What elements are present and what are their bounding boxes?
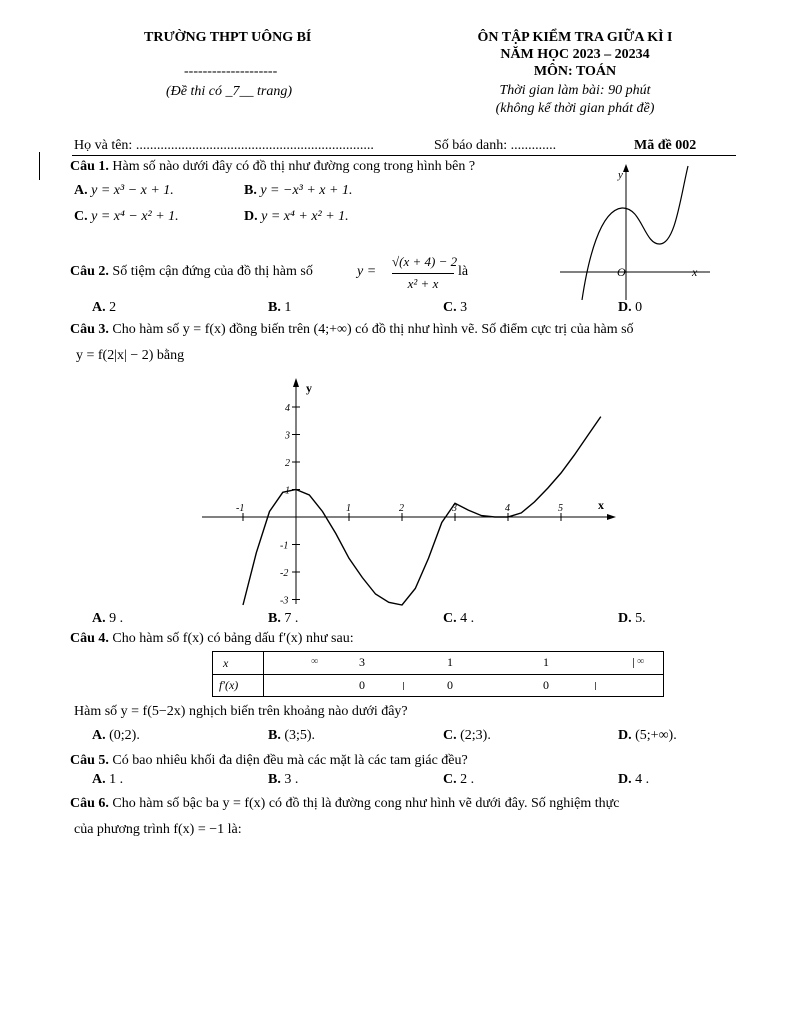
q2-text: Số tiệm cận đứng của đồ thị hàm số: [112, 264, 313, 279]
q1-curve: [582, 166, 688, 300]
q4-b-text: (3;5).: [284, 728, 316, 743]
pages-note: (Đề thi có _7__ trang): [166, 84, 292, 99]
q4-sign-1: 0: [447, 678, 453, 692]
q5-text: Có bao nhiêu khối đa diện đều mà các mặt là các tam giác đều?: [112, 753, 468, 768]
q1-y-arrow: [623, 164, 629, 172]
q5-option-d[interactable]: [618, 772, 649, 788]
q2-denominator: x² + x: [407, 276, 439, 291]
q3-x-axis-label: x: [598, 498, 604, 512]
q3-option-d[interactable]: [618, 611, 646, 627]
q4-stem: [70, 631, 354, 647]
q4-x-4: ∞: [637, 656, 645, 667]
q4-question: Hàm số y = f(5−2x) nghịch biến trên khoảng nào dưới đây?: [74, 704, 408, 719]
q3-option-c[interactable]: [443, 611, 474, 627]
q1-origin-label: O: [617, 265, 626, 279]
q3-b-label: B.: [268, 611, 281, 626]
q4-b-label: B.: [268, 728, 281, 743]
q1-a-text: y = x³ − x + 1.: [91, 183, 174, 198]
q4-option-c[interactable]: [443, 728, 491, 744]
q4-a-text: (0;2).: [109, 728, 140, 743]
q1-c-text: y = x⁴ − x² + 1.: [91, 209, 179, 224]
q4-sign-0: 0: [359, 678, 365, 692]
q2-c-text: 3: [460, 300, 468, 315]
q2-b-text: 1: [284, 300, 292, 315]
q2-option-b[interactable]: [268, 300, 291, 316]
q5-label: Câu 5.: [70, 753, 109, 768]
q4-d-text: (5;+∞).: [635, 728, 677, 743]
q3-x-tick-label: 1: [346, 503, 351, 514]
q3-a-text: 9 .: [109, 611, 124, 626]
q4-row2-label: f′(x): [219, 678, 239, 692]
q2-option-d[interactable]: [618, 300, 642, 316]
q2-d-text: 0: [635, 300, 643, 315]
q5-stem: [70, 753, 468, 769]
q4-tick-r1: [633, 658, 634, 668]
q2-fraction-bar: [392, 273, 454, 274]
q3-x-tick-label: 4: [505, 503, 510, 514]
q6-stem: [70, 796, 619, 812]
q3-x-tick-label: 2: [399, 503, 404, 514]
q4-d-label: D.: [618, 728, 632, 743]
q4-row1-label: x: [223, 656, 229, 670]
q1-d-label: D.: [244, 209, 258, 224]
q3-label: Câu 3.: [70, 322, 109, 337]
q3-y-tick-label: -2: [280, 568, 289, 579]
q1-b-label: B.: [244, 183, 257, 198]
exam-time-note: (không kể thời gian phát đề): [495, 101, 655, 116]
q1-option-c[interactable]: [74, 209, 179, 225]
q3-x-tick-label: 3: [452, 503, 457, 514]
q3-option-a[interactable]: [92, 611, 123, 627]
q3-curve: [243, 417, 601, 605]
q1-c-label: C.: [74, 209, 88, 224]
q4-tick-a: [403, 682, 404, 690]
q5-a-text: 1 .: [109, 772, 124, 787]
q6-line2: của phương trình f(x) = −1 là:: [74, 822, 242, 837]
q3-d-text: 5.: [635, 611, 646, 626]
margin-mark: [39, 152, 40, 180]
school-year: NĂM HỌC 2023 – 20234: [500, 47, 650, 62]
q1-stem: [70, 159, 475, 175]
q3-ticks: [236, 403, 563, 607]
q4-tick-b: [595, 682, 596, 690]
q1-b-text: y = −x³ + x + 1.: [260, 183, 353, 198]
q2-d-label: D.: [618, 300, 632, 315]
q2-c-label: C.: [443, 300, 457, 315]
student-id-field: Số báo danh: .............: [434, 138, 557, 153]
q5-d-label: D.: [618, 772, 632, 787]
q4-a-label: A.: [92, 728, 106, 743]
q3-y-tick-label: 4: [285, 403, 290, 414]
q3-a-label: A.: [92, 611, 106, 626]
q4-text: Cho hàm số f(x) có bảng dấu f′(x) như sau:: [112, 631, 354, 646]
q3-y-tick-label: 3: [285, 430, 290, 442]
q2-a-label: A.: [92, 300, 106, 315]
exam-time: Thời gian làm bài: 90 phút: [499, 83, 651, 98]
header-dashes: --------------------: [184, 64, 278, 79]
q4-x-0: ∞: [311, 656, 319, 667]
q5-c-label: C.: [443, 772, 457, 787]
student-name-field: Họ và tên: ....................................................................: [74, 138, 374, 153]
q3-stem: [70, 322, 634, 338]
q3-axes: [202, 378, 616, 604]
q4-option-a[interactable]: [92, 728, 140, 744]
q5-c-text: 2 .: [460, 772, 475, 787]
q1-d-text: y = x⁴ + x² + 1.: [261, 209, 349, 224]
q3-x-tick-label: 5: [558, 503, 563, 514]
q3-option-b[interactable]: [268, 611, 298, 627]
exam-title: ÔN TẬP KIỂM TRA GIỮA KÌ I: [477, 30, 673, 45]
q3-c-label: C.: [443, 611, 457, 626]
q2-numerator: √(x + 4) − 2: [392, 254, 458, 269]
q1-graph: [560, 160, 720, 300]
q3-x-arrow: [607, 514, 616, 520]
header-rule: [72, 155, 736, 156]
q6-text: Cho hàm số bậc ba y = f(x) có đồ thị là đường cong như hình vẽ dưới đây. Số nghiệm thực: [112, 796, 620, 811]
q5-a-label: A.: [92, 772, 106, 787]
q2-option-a[interactable]: [92, 300, 116, 316]
q3-line2: y = f(2|x| − 2) bằng: [76, 348, 185, 363]
q4-label: Câu 4.: [70, 631, 109, 646]
q5-option-b[interactable]: [268, 772, 298, 788]
q3-chart: [196, 376, 620, 608]
q5-option-a[interactable]: [92, 772, 123, 788]
q4-x-1: 3: [359, 655, 365, 669]
q3-text: Cho hàm số y = f(x) đồng biến trên (4;+∞) có đồ thị như hình vẽ. Số điểm cực trị của hàm số: [112, 322, 634, 337]
q2-stem: [70, 264, 313, 280]
q2-option-c[interactable]: [443, 300, 467, 316]
q3-y-tick-label: 2: [285, 458, 290, 469]
q1-text: Hàm số nào dưới đây có đồ thị như đường cong trong hình bên ?: [112, 159, 476, 174]
q5-b-text: 3 .: [284, 772, 299, 787]
q4-option-b[interactable]: [268, 728, 315, 744]
q5-d-text: 4 .: [635, 772, 650, 787]
q1-option-b[interactable]: [244, 183, 352, 199]
q1-option-a[interactable]: [74, 183, 174, 199]
q4-sign-2: 0: [543, 678, 549, 692]
school-name: TRƯỜNG THPT UÔNG BÍ: [144, 30, 312, 45]
q4-c-text: (2;3).: [460, 728, 491, 743]
q1-x-label: x: [692, 265, 698, 279]
q1-y-label: y: [618, 169, 623, 181]
q6-label: Câu 6.: [70, 796, 109, 811]
exam-code: Mã đề 002: [634, 138, 697, 153]
q1-label: Câu 1.: [70, 159, 109, 174]
subject: MÔN: TOÁN: [533, 64, 617, 79]
q1-a-label: A.: [74, 183, 88, 198]
q4-x-2: 1: [447, 655, 453, 669]
q3-y-axis-label: y: [306, 381, 312, 395]
q4-option-d[interactable]: [618, 728, 677, 744]
q3-y-tick-label: -1: [280, 540, 289, 552]
q2-fn-lhs: y =: [357, 264, 377, 279]
q4-sign-table: [212, 651, 664, 697]
q3-y-tick-label: -3: [280, 595, 289, 607]
q3-b-text: 7 .: [284, 611, 299, 626]
q3-y-tick-label: 1: [285, 485, 290, 497]
q2-label: Câu 2.: [70, 264, 109, 279]
q1-option-d[interactable]: [244, 209, 349, 225]
q5-b-label: B.: [268, 772, 281, 787]
q3-y-arrow: [293, 378, 299, 387]
q2-b-label: B.: [268, 300, 281, 315]
q2-tail: là: [458, 264, 469, 279]
q3-x-tick-label: -1: [236, 503, 245, 514]
q3-d-label: D.: [618, 611, 632, 626]
q4-table-hline: [213, 674, 663, 675]
q4-c-label: C.: [443, 728, 457, 743]
q3-c-text: 4 .: [460, 611, 475, 626]
q4-x-3: 1: [543, 655, 549, 669]
q5-option-c[interactable]: [443, 772, 474, 788]
q2-a-text: 2: [109, 300, 117, 315]
